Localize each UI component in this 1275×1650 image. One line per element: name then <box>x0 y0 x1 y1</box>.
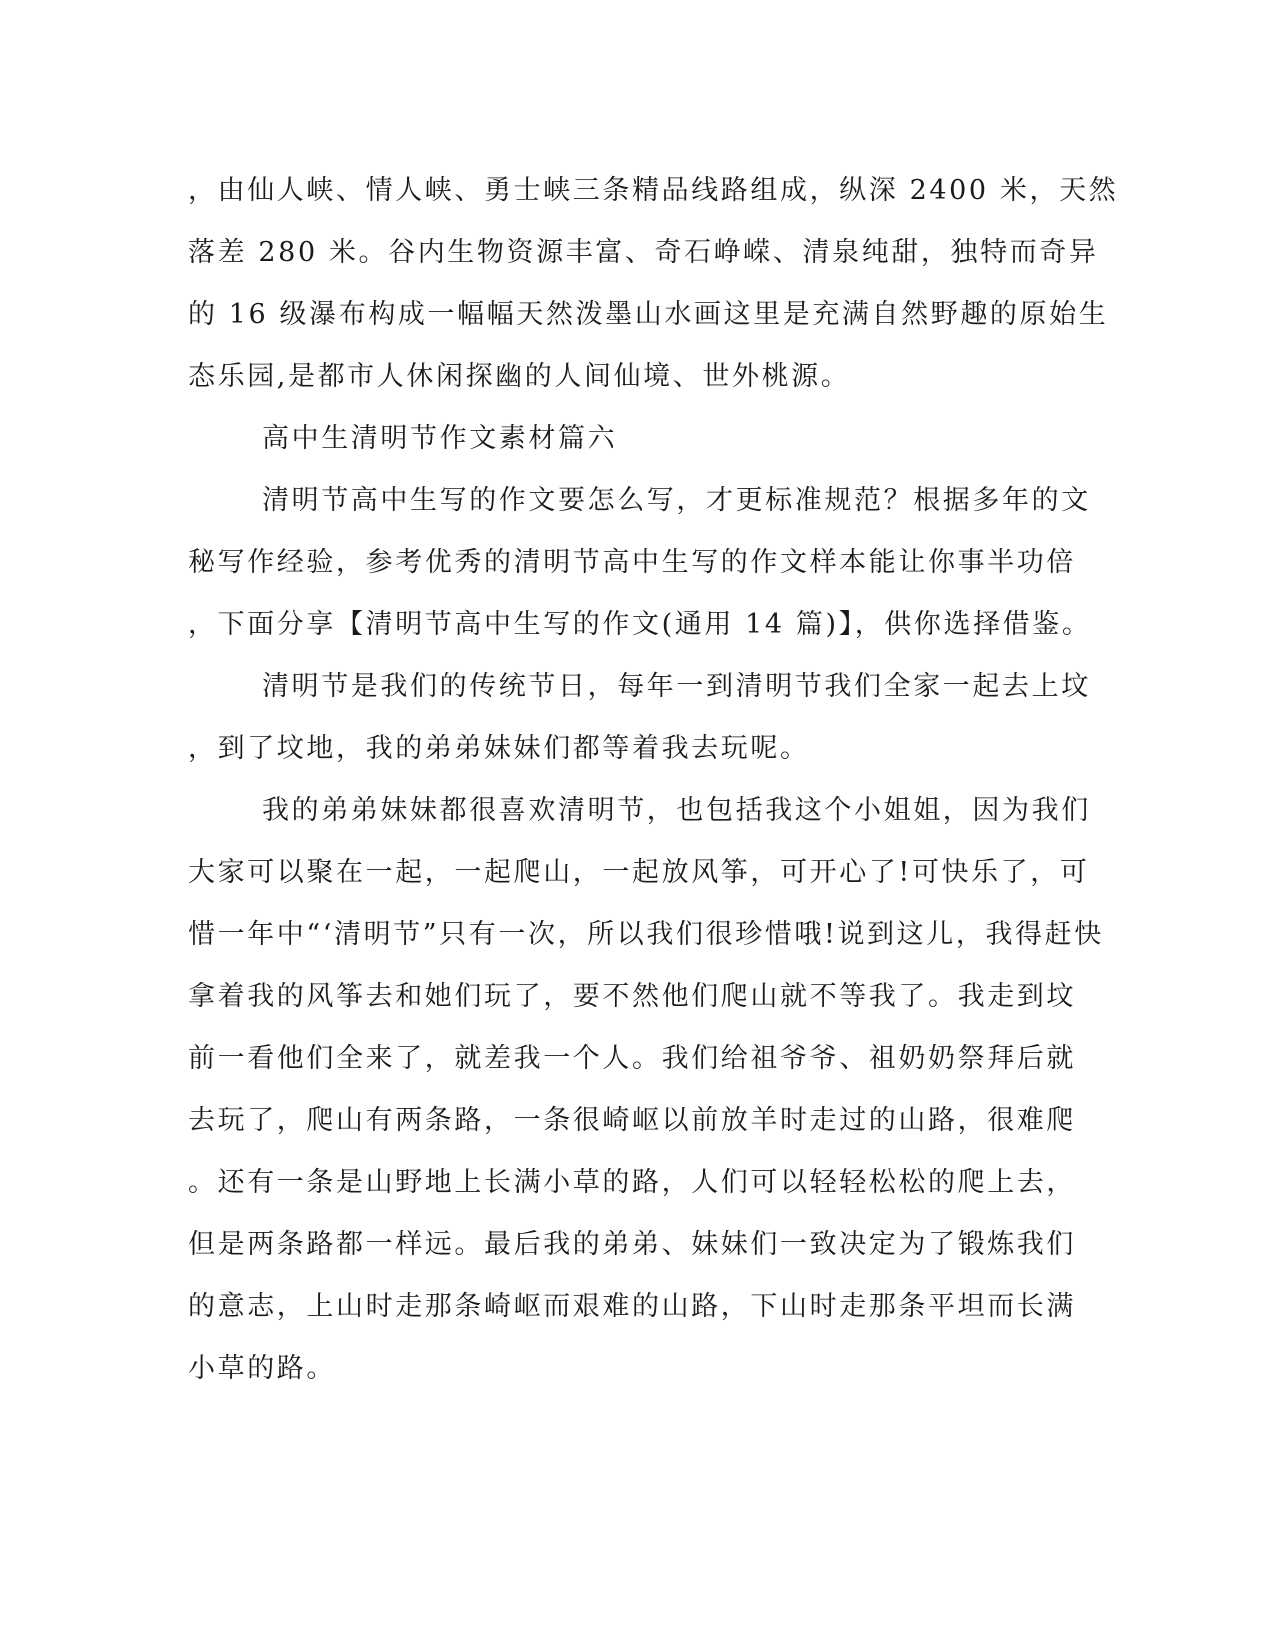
text-line: 小草的路。 <box>188 1353 336 1384</box>
section-heading: 高中生清明节作文素材篇六 <box>262 423 618 454</box>
text-line: 秘写作经验，参考优秀的清明节高中生写的作文样本能让你事半功倍 <box>188 547 1076 578</box>
text-line: 前一看他们全来了，就差我一个人。我们给祖爷爷、祖奶奶祭拜后就 <box>188 1043 1076 1074</box>
text-line: 的 16 级瀑布构成一幅幅天然泼墨山水画这里是充满自然野趣的原始生 <box>188 299 1109 330</box>
text-line: 的意志，上山时走那条崎岖而艰难的山路，下山时走那条平坦而长满 <box>188 1291 1076 1322</box>
text-line: 态乐园,是都市人休闲探幽的人间仙境、世外桃源。 <box>188 361 851 392</box>
text-line: 大家可以聚在一起，一起爬山，一起放风筝，可开心了!可快乐了，可 <box>188 857 1090 888</box>
text-line: 去玩了，爬山有两条路，一条很崎岖以前放羊时走过的山路，很难爬 <box>188 1105 1076 1136</box>
text-line: ，到了坟地，我的弟弟妹妹们都等着我去玩呢。 <box>188 733 810 764</box>
text-line: 落差 280 米。谷内生物资源丰富、奇石峥嵘、清泉纯甜，独特而奇异 <box>188 237 1099 268</box>
text-line: ，由仙人峡、情人峡、勇士峡三条精品线路组成，纵深 2400 米，天然 <box>188 175 1119 206</box>
text-line: 。还有一条是山野地上长满小草的路，人们可以轻轻松松的爬上去， <box>188 1167 1076 1198</box>
text-line: 但是两条路都一样远。最后我的弟弟、妹妹们一致决定为了锻炼我们 <box>188 1229 1076 1260</box>
text-line: 拿着我的风筝去和她们玩了，要不然他们爬山就不等我了。我走到坟 <box>188 981 1076 1012</box>
text-line: 清明节是我们的传统节日，每年一到清明节我们全家一起去上坟 <box>262 671 1091 702</box>
text-line: 惜一年中“‘清明节”只有一次，所以我们很珍惜哦!说到这儿，我得赶快 <box>188 919 1104 950</box>
text-line: 清明节高中生写的作文要怎么写，才更标准规范？根据多年的文 <box>262 485 1091 516</box>
text-line: ，下面分享【清明节高中生写的作文(通用 14 篇)】，供你选择借鉴。 <box>188 609 1092 640</box>
text-line: 我的弟弟妹妹都很喜欢清明节，也包括我这个小姐姐，因为我们 <box>262 795 1091 826</box>
document-body <box>188 160 1119 1400</box>
